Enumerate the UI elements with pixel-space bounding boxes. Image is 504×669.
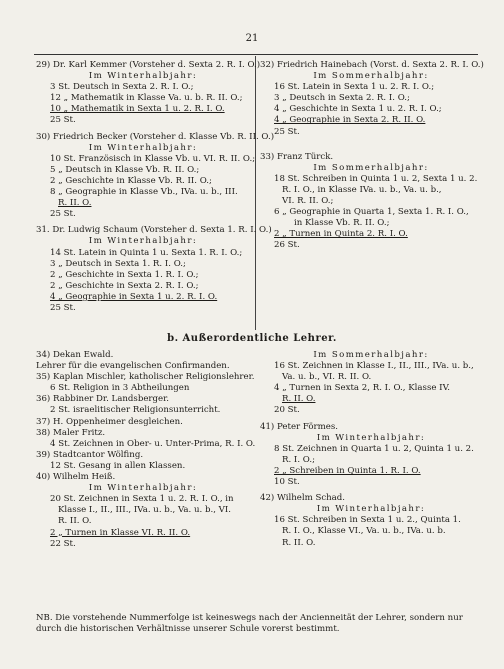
right-column xyxy=(260,60,482,252)
left-column-lower xyxy=(36,350,256,550)
footnote: NB. Die vorstehende Nummerfolge ist keineswegs nach der Ancienneität der Lehrer, sondern nur durch die historischen Verhältnisse unserer Schule vorerst bestimmt. xyxy=(36,613,463,634)
text-line: Im Sommerhalbjahr: xyxy=(313,71,429,82)
text-line: 20 St. Zeichnen in Sexta 1 u. 2. R. I. O., in xyxy=(50,494,234,505)
text-line: 3 „ Deutsch in Sexta 1. R. I. O.; xyxy=(50,258,186,269)
text-line: 42) Wilhelm Schad. xyxy=(260,493,346,504)
text-line: in Klasse Vb. R. II. O.; xyxy=(294,218,390,229)
text-line: 12 „ Mathematik in Klasse Va. u. b. R. II. O.; xyxy=(50,93,243,104)
text-line: 16 St. Latein in Sexta 1 u. 2. R. I. O.; xyxy=(274,82,435,93)
text-line: 36) Rabbiner Dr. Landsberger. xyxy=(36,394,169,405)
text-line: R. II. O. xyxy=(282,394,316,405)
text-line: R. II. O. xyxy=(58,198,92,209)
text-line: 25 St. xyxy=(274,126,300,137)
text-line: 2 „ Geschichte in Klasse Vb. R. II. O.; xyxy=(50,175,212,186)
text-line: 12 St. Gesang in allen Klassen. xyxy=(50,460,186,471)
text-line: 5 „ Deutsch in Klasse Vb. R. II. O.; xyxy=(50,164,200,175)
text-line: 32) Friedrich Hainebach (Vorst. d. Sexta 2. R. I. O.) xyxy=(260,60,484,70)
text-line: 30) Friedrich Becker (Vorsteher d. Klasse Vb. R. II. O.) xyxy=(36,131,275,142)
text-line: 2 St. israelitischer Religionsunterricht. xyxy=(50,405,221,416)
header-rule xyxy=(34,54,478,55)
text-line: 4 St. Zeichnen in Ober- u. Unter-Prima, R. I. O. xyxy=(50,438,256,449)
right-column-lower xyxy=(260,350,482,549)
text-line: Im Winterhalbjahr: xyxy=(88,142,198,153)
text-line: 4 „ Geographie in Sexta 1 u. 2. R. I. O. xyxy=(50,291,218,302)
text-line: 10 St. Französisch in Klasse Vb. u. VI. R. II. O.; xyxy=(50,153,256,164)
text-line: 4 „ Geographie in Sexta 2. R. II. O. xyxy=(274,115,426,126)
column-divider xyxy=(255,56,256,330)
text-line: 33) Franz Türck. xyxy=(260,151,334,162)
text-line: 40) Wilhelm Heiß. xyxy=(36,472,116,483)
text-line: 8 „ Geographie in Klasse Vb., IVa. u. b., III. xyxy=(50,187,238,198)
text-line: 6 St. Religion in 3 Abtheilungen xyxy=(50,383,190,394)
text-line: Im Sommerhalbjahr: xyxy=(313,350,429,360)
text-line: 31. Dr. Ludwig Schaum (Vorsteher d. Sexta 1. R. I. O.) xyxy=(36,225,272,236)
text-line: 22 St. xyxy=(50,538,76,549)
page-number: 21 xyxy=(245,33,259,44)
text-line: 39) Stadtcantor Wölfing. xyxy=(36,449,144,460)
text-line: 3 St. Deutsch in Sexta 2. R. I. O.; xyxy=(50,82,194,93)
text-line: 29) Dr. Karl Kemmer (Vorsteher d. Sexta 2. R. I. O.) xyxy=(36,60,261,70)
text-line: 4 „ Geschichte in Sexta 1 u. 2. R. I. O.; xyxy=(274,104,442,115)
text-line: Klasse I., II., III., IVa. u. b., Va. u. b., VI. xyxy=(58,505,232,516)
left-column xyxy=(36,60,275,314)
text-line: Va. u. b., VI. R. II. O. xyxy=(282,372,372,383)
text-line: R. II. O. xyxy=(282,537,316,548)
text-line: 2 „ Geschichte in Sexta 1. R. I. O.; xyxy=(50,269,199,280)
text-line: Im Winterhalbjahr: xyxy=(88,483,198,494)
spacer xyxy=(260,138,482,152)
text-line: 37) H. Oppenheimer desgleichen. xyxy=(36,416,183,427)
text-line: 38) Maler Fritz. xyxy=(36,427,106,438)
text-line: 10 „ Mathematik in Sexta 1 u. 2. R. I. O. xyxy=(50,104,225,115)
text-line: 35) Kaplan Mischler, katholischer Religionslehrer. xyxy=(36,372,255,383)
text-line: R. II. O. xyxy=(58,516,92,527)
text-line: 2 „ Turnen in Klasse VI. R. II. O. xyxy=(50,527,191,538)
text-line: 25 St. xyxy=(50,302,76,313)
text-line: Im Sommerhalbjahr: xyxy=(313,162,429,173)
text-line: Lehrer für die evangelischen Confirmanden. xyxy=(36,361,230,372)
text-line: 6 „ Geographie in Quarta 1, Sexta 1. R. I. O., xyxy=(274,207,469,218)
text-line: Im Winterhalbjahr: xyxy=(88,236,198,247)
text-line: 2 „ Schreiben in Quinta 1. R. I. O. xyxy=(274,465,421,476)
text-line: 25 St. xyxy=(50,209,76,220)
text-line: Im Winterhalbjahr: xyxy=(316,504,426,515)
text-line: 4 „ Turnen in Sexta 2, R. I. O., Klasse IV. xyxy=(274,383,451,394)
text-line: 20 St. xyxy=(274,405,300,416)
text-line: Im Winterhalbjahr: xyxy=(88,71,198,82)
text-line: 34) Dekan Ewald. xyxy=(36,350,114,360)
text-line: R. I. O., in Klasse IVa. u. b., Va. u. b., xyxy=(282,184,442,195)
text-line: Im Winterhalbjahr: xyxy=(316,432,426,443)
text-line: 26 St. xyxy=(274,240,300,251)
section-title: b. Außerordentliche Lehrer. xyxy=(167,333,337,344)
text-line: 2 „ Geschichte in Sexta 2. R. I. O.; xyxy=(50,280,199,291)
text-line: 2 „ Turnen in Quinta 2. R. I. O. xyxy=(274,229,408,240)
text-line: 16 St. Schreiben in Sexta 1 u. 2., Quinta 1. xyxy=(274,515,461,526)
text-line: 18 St. Schreiben in Quinta 1 u. 2, Sexta 1 u. 2. xyxy=(274,173,478,184)
text-line: 10 St. xyxy=(274,477,300,488)
text-line: 41) Peter Förmes. xyxy=(260,421,339,432)
text-line: 25 St. xyxy=(50,115,76,126)
text-line: R. I. O., Klasse VI., Va. u. b., IVa. u. b. xyxy=(282,526,446,537)
text-line: 16 St. Zeichnen in Klasse I., II., III., IVa. u. b., xyxy=(274,361,474,372)
text-line: R. I. O.; xyxy=(282,454,315,465)
text-line: 3 „ Deutsch in Sexta 2. R. I. O.; xyxy=(274,93,410,104)
text-line: 8 St. Zeichnen in Quarta 1 u. 2, Quinta 1 u. 2. xyxy=(274,443,474,454)
text-line: VI. R. II. O.; xyxy=(282,196,334,207)
text-line: 14 St. Latein in Quinta 1 u. Sexta 1. R. I. O.; xyxy=(50,247,243,258)
